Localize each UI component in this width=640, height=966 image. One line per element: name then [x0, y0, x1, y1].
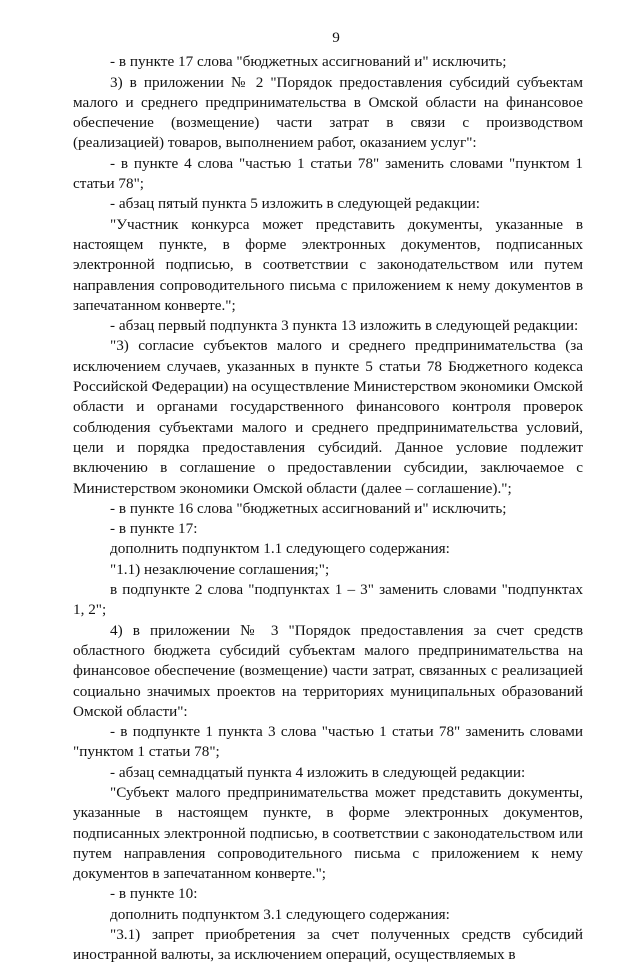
- paragraph-17: - в пункте 10:: [110, 885, 198, 903]
- paragraph-16: "Субъект малого предпринимательства может представить документы, указанные в настоящем пункте, в форме электронных документов, подписанных электронной подписью, в соответствии с законодательством или путем направления сопроводительного письма с приложением к нему документов в запечатанном конверте.";: [73, 783, 583, 883]
- paragraph-1: - в пункте 17 слова "бюджетных ассигнований и" исключить;: [110, 53, 507, 71]
- paragraph-4: - абзац пятый пункта 5 изложить в следующей редакции:: [110, 195, 480, 213]
- paragraph-5: "Участник конкурса может представить документы, указанные в настоящем пункте, в форме электронных документов, подписанных электронной подписью, в соответствии с законодательством или путем направления сопроводительного письма с приложением к нему документов в запечатанном конверте.";: [73, 215, 583, 314]
- paragraph-6: - абзац первый подпункта 3 пункта 13 изложить в следующей редакции:: [110, 317, 579, 335]
- paragraph-11: "1.1) незаключение соглашения;";: [110, 560, 330, 578]
- paragraph-19: "3.1) запрет приобретения за счет полученных средств субсидий иностранной валюты, за исключением операций, осуществляемых в: [73, 926, 583, 964]
- paragraph-2: 3) в приложении № 2 "Порядок предоставления субсидий субъектам малого и среднего предпринимательства в Омской области на финансовое обеспечение (возмещение) части затрат в связи с производством (реализацией) товаров, выполнением работ, оказанием услуг":: [73, 73, 583, 152]
- paragraph-14: - в подпункте 1 пункта 3 слова "частью 1 статьи 78" заменить словами "пунктом 1 статьи 78";: [73, 723, 583, 761]
- paragraph-15: - абзац семнадцатый пункта 4 изложить в следующей редакции:: [110, 763, 526, 781]
- paragraph-18: дополнить подпунктом 3.1 следующего содержания:: [110, 905, 450, 923]
- paragraph-9: - в пункте 17:: [110, 520, 198, 538]
- document-page: [73, 28, 583, 966]
- paragraph-10: дополнить подпунктом 1.1 следующего содержания:: [110, 540, 450, 558]
- paragraph-8: - в пункте 16 слова "бюджетных ассигнований и" исключить;: [110, 499, 507, 517]
- page-number: 9: [332, 29, 340, 46]
- paragraph-7: "3) согласие субъектов малого и среднего предпринимательства (за исключением случаев, указанных в пункте 5 статьи 78 Бюджетного кодекса Российской Федерации) на осуществление Министерством экономики Омской области и органами государственного финансового контроля проверок соблюдения субъектами малого и среднего предпринимательства условий, цели и порядка предоставления субсидий. Данное условие подлежит включению в соглашение о предоставлении субсидии, заключаемое с Министерством экономики Омской области (далее – соглашение).";: [73, 337, 583, 497]
- paragraph-3: - в пункте 4 слова "частью 1 статьи 78" заменить словами "пунктом 1 статьи 78";: [73, 154, 583, 193]
- paragraph-12: в подпункте 2 слова "подпунктах 1 – 3" заменить словами "подпунктах 1, 2";: [73, 581, 583, 619]
- paragraph-13: 4) в приложении № 3 "Порядок предоставления за счет средств областного бюджета субсидий субъектам малого предпринимательства на финансовое обеспечение (возмещение) части затрат, связанных с реализацией социально значимых проектов на территориях муниципальных образований Омской области":: [73, 621, 583, 720]
